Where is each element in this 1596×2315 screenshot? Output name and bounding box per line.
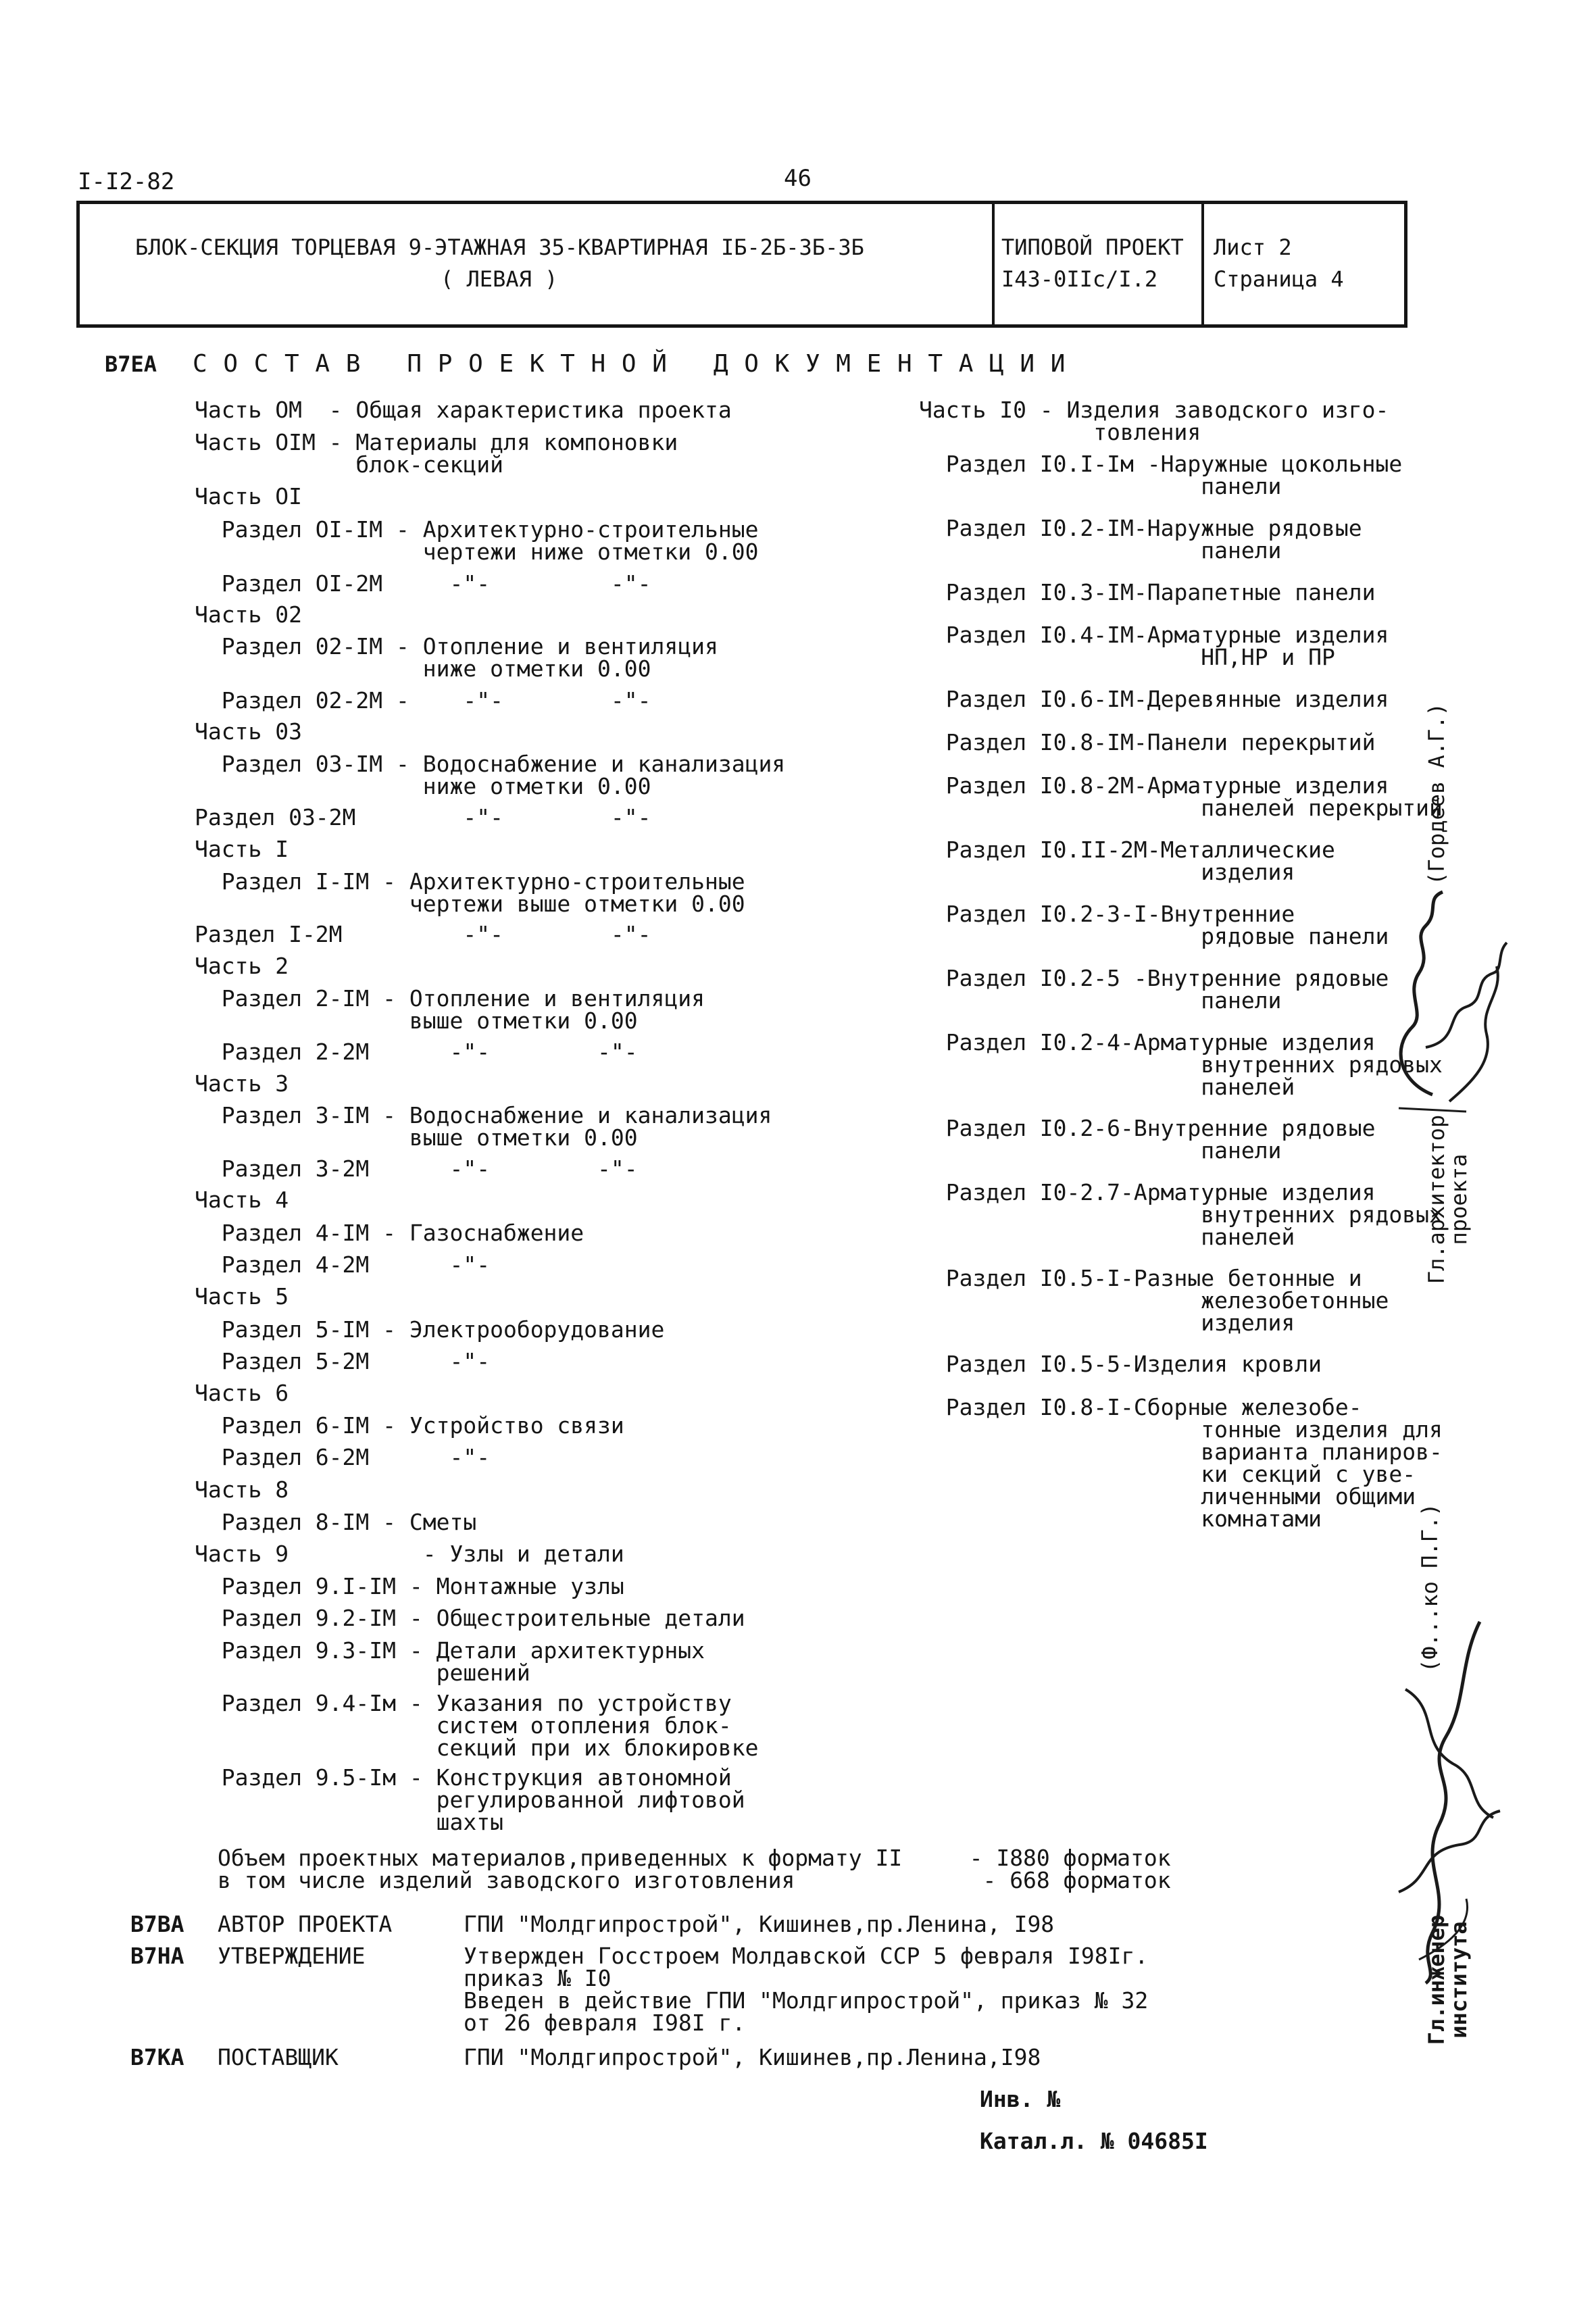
volume-line-2: в том числе изделий заводского изготовления - 668 форматок [218, 1867, 1171, 1893]
list-item: Часть 2 [195, 953, 289, 979]
list-item: Раздел I0.8-IМ-Панели перекрытий [919, 729, 1376, 755]
supplier-code: В7КА [130, 2044, 184, 2070]
list-item: Раздел 5-IМ - Электрооборудование [195, 1316, 665, 1343]
catalog-number: Катал.л. № 04685I [980, 2128, 1208, 2154]
list-item: Раздел I0.2-5 -Внутренние рядовые панели [945, 965, 1389, 1014]
list-item: Раздел I0.2-IМ-Наружные рядовые панели [945, 515, 1362, 564]
section-heading: С О С Т А В П Р О Е К Т Н О Й Д О К У М Е Н Т А Ц И И [193, 350, 1066, 378]
list-item: Часть 6 [195, 1380, 289, 1406]
author-label: АВТОР ПРОЕКТА [218, 1911, 393, 1937]
page-number: 46 [784, 165, 812, 192]
list-item: Раздел I0.5-I-Разные бетонные и железобетонные изделия [945, 1265, 1389, 1336]
supplier-text: ГПИ "Молдгипрострой", Кишинев,пр.Ленина,I98 [464, 2044, 1041, 2070]
list-item: Раздел ОI-2М -"- -"- [195, 570, 651, 597]
list-item: Раздел I0.I-Iм -Наружные цокольные панели [945, 451, 1403, 499]
list-item: Раздел I0.4-IМ-Арматурные изделия НП,НР и ПР [945, 622, 1389, 670]
list-item: Раздел I-2М -"- -"- [195, 921, 651, 947]
list-item: Раздел I0.2-3-I-Внутренние рядовые панели [945, 901, 1389, 949]
project-code: I43-0IIс/I.2 [1001, 266, 1158, 292]
document-code: I-I2-82 [78, 168, 175, 195]
list-item: Раздел I0.5-5-Изделия кровли [919, 1351, 1322, 1377]
list-item: Часть 3 [195, 1070, 289, 1097]
list-item: Раздел I0.3-IМ-Парапетные панели [919, 579, 1376, 605]
list-item: Часть I [195, 836, 289, 862]
list-item: Часть ОIМ - Материалы для компоновки блок-секций [195, 429, 678, 478]
list-item: Раздел I0.8-I-Сборные железобе- тонные изделия для варианта планиров- ки секций с уве- личенными общими комнатами [945, 1394, 1443, 1532]
list-item: Раздел I0.6-IМ-Деревянные изделия [919, 686, 1389, 712]
title-divider [992, 204, 995, 324]
list-item: Раздел 6-2М -"- [195, 1444, 491, 1470]
signatory-role-1: Гл.архитектор проекта [1424, 1114, 1472, 1285]
author-code: В7ВА [130, 1911, 184, 1937]
list-item: Раздел I0.II-2М-Металлические изделия [945, 837, 1335, 885]
author-text: ГПИ "Молдгипрострой", Кишинев,пр.Ленина, I98 [464, 1911, 1055, 1937]
list-item: Раздел 9.I-IМ - Монтажные узлы [195, 1573, 624, 1599]
approval-text: Утвержден Госстроем Молдавской ССР 5 февраля I98Iг. приказ № I0 Введен в действие ГПИ "Молдгипрострой", приказ № 32 от 26 февраля I98I г. [464, 1943, 1149, 2036]
list-item: Раздел 4-IМ - Газоснабжение [195, 1220, 584, 1246]
list-item: Раздел I0.8-2М-Арматурные изделия панелей перекрытий [945, 772, 1443, 821]
list-item: Раздел 3-2М -"- -"- [195, 1155, 638, 1182]
list-item: Раздел 5-2М -"- [195, 1348, 491, 1374]
approval-code: В7НА [130, 1943, 184, 1969]
inventory-number: Инв. № [980, 2086, 1061, 2112]
list-item: Раздел 8-IМ - Сметы [195, 1509, 477, 1535]
signature-1 [1385, 878, 1520, 1135]
project-label: ТИПОВОЙ ПРОЕКТ [1001, 234, 1184, 260]
supplier-label: ПОСТАВЩИК [218, 2044, 339, 2070]
list-item: Часть 9 - Узлы и детали [195, 1541, 624, 1567]
list-item: Часть 02 [195, 601, 302, 628]
list-item: Часть ОМ - Общая характеристика проекта [195, 397, 732, 423]
list-item: Часть I0 - Изделия заводского изго- товления [919, 397, 1389, 445]
section-code: В7ЕА [105, 351, 157, 377]
list-item: Раздел 9.5-Iм - Конструкция автономной регулированной лифтовой шахты [221, 1764, 745, 1835]
list-item: Раздел I-IМ - Архитектурно-строительные чертежи выше отметки 0.00 [221, 868, 745, 917]
list-item: Раздел 02-2М - -"- -"- [195, 687, 651, 714]
signature-2 [1378, 1608, 1514, 1987]
list-item: Часть 8 [195, 1476, 289, 1503]
list-item: Раздел 03-IМ - Водоснабжение и канализация ниже отметки 0.00 [221, 751, 786, 799]
list-item: Раздел 03-2М -"- -"- [195, 804, 651, 830]
list-item: Часть ОI [195, 483, 302, 509]
document-subtitle: ( ЛЕВАЯ ) [441, 266, 558, 292]
list-item: Раздел 2-IМ - Отопление и вентиляция выше отметки 0.00 [221, 985, 705, 1034]
list-item: Раздел I0-2.7-Арматурные изделия внутренних рядовых панелей [945, 1179, 1443, 1250]
title-divider [1201, 204, 1204, 324]
sheet-label: Лист 2 [1214, 234, 1292, 260]
list-item: Раздел ОI-IМ - Архитектурно-строительные чертежи ниже отметки 0.00 [221, 516, 759, 565]
list-item: Раздел I0.2-4-Арматурные изделия внутренних рядовых панелей [945, 1029, 1443, 1100]
list-item: Раздел 3-IМ - Водоснабжение и канализация выше отметки 0.00 [221, 1102, 772, 1151]
list-item: Часть 03 [195, 718, 302, 745]
signatory-name-2: (Ф...ко П.Г.) [1417, 1503, 1443, 1672]
volume-line-1: Объем проектных материалов,приведенных к формату II - I880 форматок [218, 1845, 1171, 1871]
list-item: Раздел 9.3-IМ - Детали архитектурных решений [221, 1637, 705, 1686]
list-item: Раздел 9.4-Iм - Указания по устройству систем отопления блок- секций при их блокировке [221, 1690, 759, 1761]
list-item: Раздел 02-IМ - Отопление и вентиляция ниже отметки 0.00 [221, 633, 718, 682]
signatory-name-1: (Гордеев А.Г.) [1424, 703, 1449, 885]
list-item: Часть 4 [195, 1187, 289, 1213]
list-item: Раздел 4-2М -"- [195, 1251, 491, 1278]
list-item: Раздел 2-2М -"- -"- [195, 1039, 638, 1065]
title-block [76, 201, 1407, 328]
approval-label: УТВЕРЖДЕНИЕ [218, 1943, 366, 1969]
list-item: Раздел 6-IМ - Устройство связи [195, 1412, 624, 1439]
document-title: БЛОК-СЕКЦИЯ ТОРЦЕВАЯ 9-ЭТАЖНАЯ 35-КВАРТИРНАЯ IБ-2Б-3Б-3Б [135, 234, 864, 260]
list-item: Раздел 9.2-IМ - Общестроительные детали [195, 1605, 745, 1631]
signatory-role-2: Гл.инженер института [1424, 1914, 1472, 2045]
list-item: Раздел I0.2-6-Внутренние рядовые панели [945, 1115, 1376, 1164]
page-label: Страница 4 [1214, 266, 1344, 292]
list-item: Часть 5 [195, 1283, 289, 1310]
